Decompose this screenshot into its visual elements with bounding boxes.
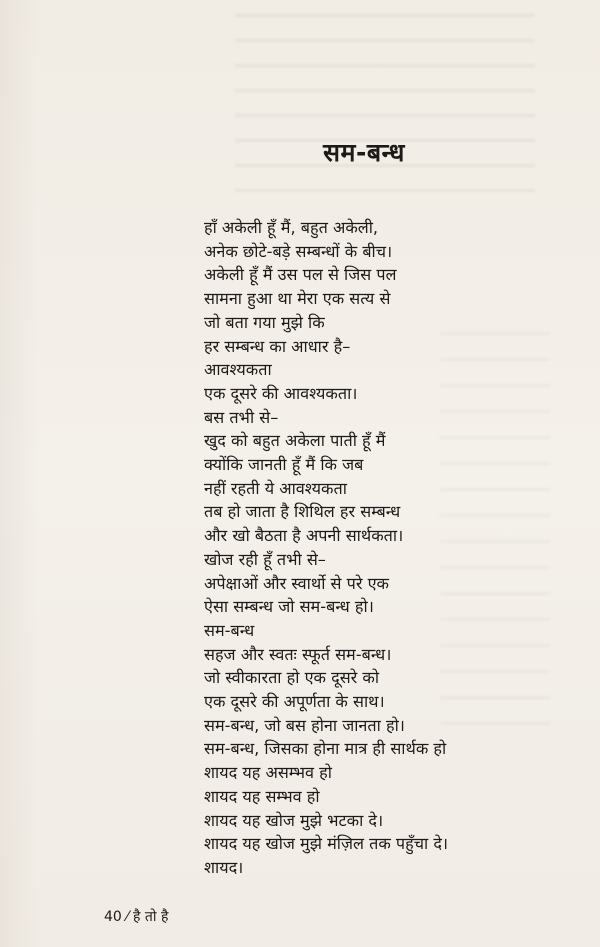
poem-line: क्योंकि जानती हूँ मैं कि जब	[204, 455, 364, 475]
poem-line: शायद यह खोज मुझे भटका दे।	[204, 810, 384, 830]
poem-line: बस तभी से–	[204, 407, 279, 427]
poem-line: एक दूसरे की अपूर्णता के साथ।	[204, 692, 385, 712]
show-through-text	[440, 320, 550, 740]
poem-line: शायद यह असम्भव हो	[204, 763, 332, 783]
poem-line: शायद यह सम्भव हो	[204, 786, 320, 806]
show-through-text	[235, 0, 535, 210]
poem-body	[204, 216, 448, 880]
poem-line: अपेक्षाओं और स्वार्थो से परे एक	[204, 573, 389, 593]
poem-line: आवश्यकता	[204, 360, 272, 380]
poem-line: नहीं रहती ये आवश्यकता	[204, 478, 347, 498]
poem-line: हाँ अकेली हूँ मैं, बहुत अकेली,	[204, 218, 379, 237]
poem-line: सम-बन्ध, जो बस होना जानता हो।	[204, 715, 405, 735]
poem-line: हर सम्बन्ध का आधार है–	[204, 336, 351, 356]
poem-line: एक दूसरे की आवश्यकता।	[204, 383, 358, 403]
poem-line: सम-बन्ध, जिसका होना मात्र ही सार्थक हो	[204, 739, 447, 759]
poem-line: ऐसा सम्बन्ध जो सम-बन्ध हो।	[204, 597, 374, 617]
poem-line: खोज रही हूँ तभी से–	[204, 549, 326, 569]
poem-line: तब हो जाता है शिथिल हर सम्बन्ध	[204, 502, 401, 522]
page-footer: 40 ⁄ है तो है	[104, 909, 169, 925]
poem-line: सहज और स्वतः स्फूर्त सम-बन्ध।	[204, 644, 392, 664]
poem-line: खुद को बहुत अकेला पाती हूँ मैं	[204, 431, 386, 451]
poem-line: अनेक छोटे-बड़े सम्बन्धों के बीच।	[204, 241, 393, 261]
poem-line: शायद यह खोज मुझे मंज़िल तक पहुँचा दे।	[204, 834, 449, 854]
poem-line: जो स्वीकारता हो एक दूसरे को	[204, 668, 380, 688]
poem-line: अकेली हूँ मैं उस पल से जिस पल	[204, 265, 397, 285]
poem-title: सम-बन्ध	[323, 138, 405, 167]
poem-line: और खो बैठता है अपनी सार्थकता।	[204, 526, 404, 546]
poem-line: सामना हुआ था मेरा एक सत्य से	[204, 289, 391, 309]
poem-line: जो बता गया मुझे कि	[204, 312, 325, 332]
poem-line: शायद।	[204, 857, 244, 877]
poem-line: सम-बन्ध	[204, 620, 255, 640]
